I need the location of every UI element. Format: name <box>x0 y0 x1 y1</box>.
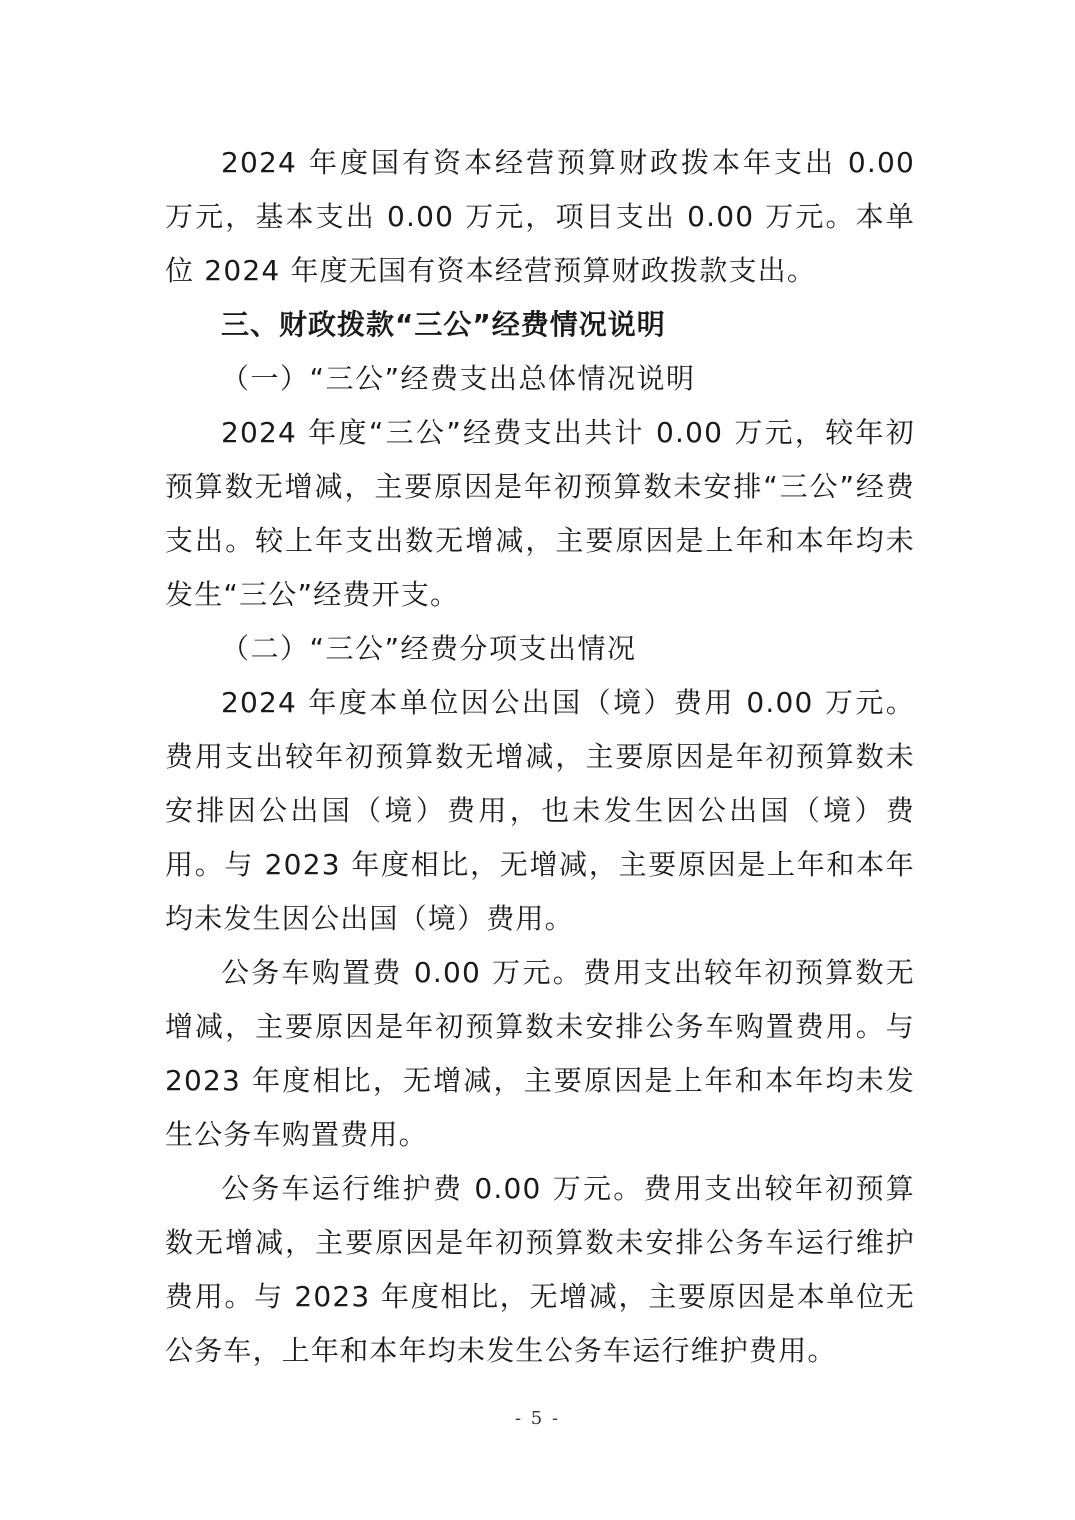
subheading-overall: （一）“三公”经费支出总体情况说明 <box>221 362 696 395</box>
subheading-itemized: （二）“三公”经费分项支出情况 <box>221 632 637 665</box>
paragraph-overall: 2024 年度“三公”经费支出共计 0.00 万元，较年初预算数无增减，主要原因是年初预算数未安排“三公”经费支出。较上年支出数无增减，主要原因是上年和本年均未发生“三公”经费开支。 <box>165 416 915 611</box>
paragraph-overseas-travel: 2024 年度本单位因公出国（境）费用 0.00 万元。费用支出较年初预算数无增减，主要原因是年初预算数未安排因公出国（境）费用，也未发生因公出国（境）费用。与 2023 年度相比，无增减，主要原因是上年和本年均未发生因公出国（境）费用。 <box>165 686 915 935</box>
paragraph-vehicle-purchase: 公务车购置费 0.00 万元。费用支出较年初预算数无增减，主要原因是年初预算数未安排公务车购置费用。与 2023 年度相比，无增减，主要原因是上年和本年均未发生公务车购置费用。 <box>165 956 915 1151</box>
paragraph-state-capital-budget: 2024 年度国有资本经营预算财政拨本年支出 0.00 万元，基本支出 0.00 万元，项目支出 0.00 万元。本单位 2024 年度无国有资本经营预算财政拨款支出。 <box>165 146 915 287</box>
page-number: - 5 - <box>514 1408 561 1429</box>
section-heading-three-public: 三、财政拨款“三公”经费情况说明 <box>221 308 666 341</box>
paragraph-vehicle-maintenance: 公务车运行维护费 0.00 万元。费用支出较年初预算数无增减，主要原因是年初预算数未安排公务车运行维护费用。与 2023 年度相比，无增减，主要原因是本单位无公务车，上年和本年均未发生公务车运行维护费用。 <box>165 1172 915 1367</box>
document-body <box>165 136 915 1378</box>
